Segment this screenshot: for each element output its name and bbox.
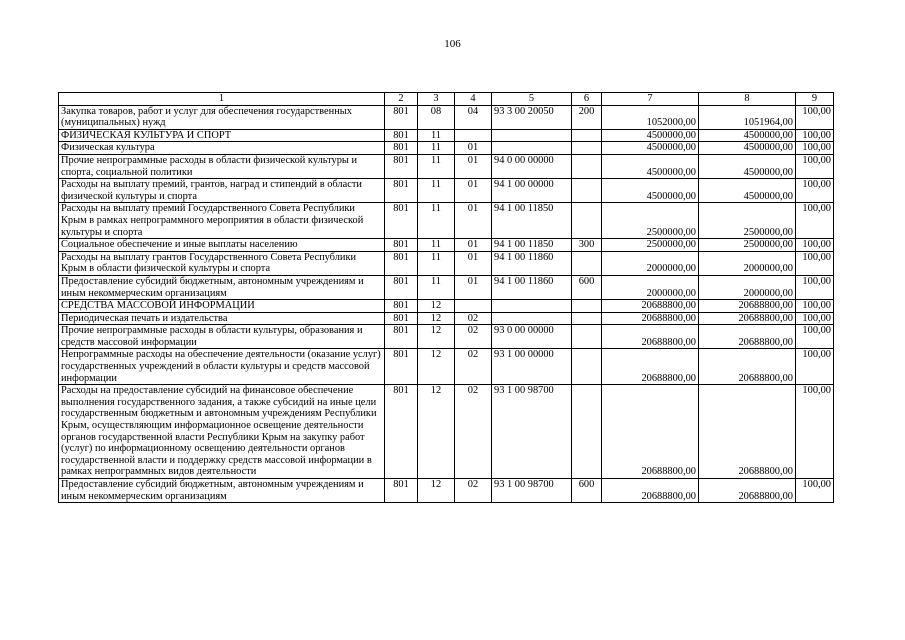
expense-name-cell: Расходы на выплату премий Государственного Совета Республики Крым в рамках непрограммного мероприятия в области физической культуры и спорта <box>59 203 385 239</box>
subsection-code-cell: 01 <box>455 239 492 252</box>
subsection-code-cell: 01 <box>455 179 492 203</box>
section-code-cell: 12 <box>418 300 455 313</box>
executed-amount-cell: 20688800,00 <box>699 325 796 349</box>
header-cell: 6 <box>572 93 602 106</box>
expense-name-cell: Предоставление субсидий бюджетным, автономным учреждениям и иным некоммерческим организациям <box>59 479 385 503</box>
table-row <box>59 385 834 479</box>
expense-type-cell <box>572 129 602 142</box>
table-row <box>59 239 834 252</box>
ministry-code-cell: 801 <box>385 312 418 325</box>
executed-amount-cell: 2500000,00 <box>699 239 796 252</box>
target-article-cell: 93 1 00 98700 <box>492 479 572 503</box>
page-number: 106 <box>444 38 461 50</box>
expense-type-cell <box>572 349 602 385</box>
ministry-code-cell: 801 <box>385 154 418 178</box>
execution-percent-cell: 100,00 <box>796 129 834 142</box>
planned-amount-cell: 4500000,00 <box>602 179 699 203</box>
target-article-cell: 94 1 00 11860 <box>492 275 572 299</box>
expense-type-cell: 300 <box>572 239 602 252</box>
planned-amount-cell: 20688800,00 <box>602 349 699 385</box>
target-article-cell <box>492 142 572 155</box>
section-code-cell: 11 <box>418 251 455 275</box>
execution-percent-cell: 100,00 <box>796 275 834 299</box>
planned-amount-cell: 20688800,00 <box>602 479 699 503</box>
execution-percent-cell: 100,00 <box>796 251 834 275</box>
expense-type-cell <box>572 179 602 203</box>
subsection-code-cell: 01 <box>455 154 492 178</box>
executed-amount-cell: 20688800,00 <box>699 349 796 385</box>
planned-amount-cell: 20688800,00 <box>602 300 699 313</box>
expense-name-cell: Социальное обеспечение и иные выплаты населению <box>59 239 385 252</box>
subsection-code-cell <box>455 300 492 313</box>
execution-percent-cell: 100,00 <box>796 349 834 385</box>
planned-amount-cell: 4500000,00 <box>602 154 699 178</box>
planned-amount-cell: 4500000,00 <box>602 129 699 142</box>
section-code-cell: 11 <box>418 179 455 203</box>
planned-amount-cell: 2000000,00 <box>602 275 699 299</box>
planned-amount-cell: 2000000,00 <box>602 251 699 275</box>
ministry-code-cell: 801 <box>385 129 418 142</box>
target-article-cell: 93 3 00 20050 <box>492 105 572 129</box>
expense-type-cell <box>572 325 602 349</box>
expense-type-cell: 600 <box>572 275 602 299</box>
target-article-cell: 94 1 00 11850 <box>492 203 572 239</box>
header-cell: 9 <box>796 93 834 106</box>
executed-amount-cell: 4500000,00 <box>699 129 796 142</box>
target-article-cell: 93 1 00 00000 <box>492 349 572 385</box>
budget-table <box>58 92 834 503</box>
target-article-cell: 94 0 00 00000 <box>492 154 572 178</box>
executed-amount-cell: 20688800,00 <box>699 385 796 479</box>
expense-name-cell: Прочие непрограммные расходы в области культуры, образования и средств массовой информации <box>59 325 385 349</box>
executed-amount-cell: 4500000,00 <box>699 179 796 203</box>
header-cell: 8 <box>699 93 796 106</box>
ministry-code-cell: 801 <box>385 203 418 239</box>
ministry-code-cell: 801 <box>385 349 418 385</box>
subsection-code-cell: 02 <box>455 349 492 385</box>
target-article-cell <box>492 129 572 142</box>
ministry-code-cell: 801 <box>385 105 418 129</box>
subsection-code-cell: 02 <box>455 312 492 325</box>
expense-name-cell: Закупка товаров, работ и услуг для обеспечения государственных (муниципальных) нужд <box>59 105 385 129</box>
execution-percent-cell: 100,00 <box>796 385 834 479</box>
planned-amount-cell: 4500000,00 <box>602 142 699 155</box>
ministry-code-cell: 801 <box>385 179 418 203</box>
executed-amount-cell: 4500000,00 <box>699 154 796 178</box>
section-code-cell: 08 <box>418 105 455 129</box>
expense-type-cell: 600 <box>572 479 602 503</box>
executed-amount-cell: 2000000,00 <box>699 251 796 275</box>
subsection-code-cell: 02 <box>455 325 492 349</box>
header-cell: 7 <box>602 93 699 106</box>
executed-amount-cell: 2500000,00 <box>699 203 796 239</box>
target-article-cell: 93 0 00 00000 <box>492 325 572 349</box>
execution-percent-cell: 100,00 <box>796 239 834 252</box>
planned-amount-cell: 20688800,00 <box>602 325 699 349</box>
table-row <box>59 275 834 299</box>
section-code-cell: 12 <box>418 312 455 325</box>
expense-type-cell <box>572 300 602 313</box>
expense-type-cell <box>572 385 602 479</box>
expense-type-cell <box>572 142 602 155</box>
expense-name-cell: Прочие непрограммные расходы в области физической культуры и спорта, социальной политики <box>59 154 385 178</box>
target-article-cell <box>492 300 572 313</box>
execution-percent-cell: 100,00 <box>796 142 834 155</box>
header-cell: 2 <box>385 93 418 106</box>
execution-percent-cell: 100,00 <box>796 300 834 313</box>
execution-percent-cell: 100,00 <box>796 179 834 203</box>
header-cell: 1 <box>59 93 385 106</box>
expense-type-cell <box>572 312 602 325</box>
expense-type-cell <box>572 251 602 275</box>
planned-amount-cell: 1052000,00 <box>602 105 699 129</box>
subsection-code-cell: 02 <box>455 385 492 479</box>
executed-amount-cell: 20688800,00 <box>699 312 796 325</box>
ministry-code-cell: 801 <box>385 385 418 479</box>
expense-type-cell <box>572 154 602 178</box>
execution-percent-cell: 100,00 <box>796 154 834 178</box>
execution-percent-cell: 100,00 <box>796 479 834 503</box>
expense-name-cell: СРЕДСТВА МАССОВОЙ ИНФОРМАЦИИ <box>59 300 385 313</box>
table-row <box>59 325 834 349</box>
executed-amount-cell: 20688800,00 <box>699 300 796 313</box>
execution-percent-cell: 100,00 <box>796 203 834 239</box>
expense-type-cell <box>572 203 602 239</box>
target-article-cell <box>492 312 572 325</box>
header-cell: 4 <box>455 93 492 106</box>
header-row <box>59 93 834 106</box>
subsection-code-cell <box>455 129 492 142</box>
table-row <box>59 154 834 178</box>
section-code-cell: 12 <box>418 385 455 479</box>
table-row <box>59 129 834 142</box>
ministry-code-cell: 801 <box>385 142 418 155</box>
planned-amount-cell: 20688800,00 <box>602 385 699 479</box>
table-body <box>59 93 834 503</box>
subsection-code-cell: 01 <box>455 251 492 275</box>
expense-name-cell: ФИЗИЧЕСКАЯ КУЛЬТУРА И СПОРТ <box>59 129 385 142</box>
ministry-code-cell: 801 <box>385 479 418 503</box>
section-code-cell: 11 <box>418 203 455 239</box>
executed-amount-cell: 4500000,00 <box>699 142 796 155</box>
expense-name-cell: Непрограммные расходы на обеспечение деятельности (оказание услуг) государственных учреждений в области культуры и средств массовой информации <box>59 349 385 385</box>
table-row <box>59 203 834 239</box>
section-code-cell: 11 <box>418 275 455 299</box>
table-row <box>59 251 834 275</box>
execution-percent-cell: 100,00 <box>796 105 834 129</box>
section-code-cell: 12 <box>418 349 455 385</box>
section-code-cell: 11 <box>418 154 455 178</box>
target-article-cell: 94 1 00 11850 <box>492 239 572 252</box>
ministry-code-cell: 801 <box>385 300 418 313</box>
table-row <box>59 312 834 325</box>
expense-name-cell: Предоставление субсидий бюджетным, автономным учреждениям и иным некоммерческим организациям <box>59 275 385 299</box>
subsection-code-cell: 02 <box>455 479 492 503</box>
subsection-code-cell: 01 <box>455 203 492 239</box>
header-cell: 5 <box>492 93 572 106</box>
table-row <box>59 179 834 203</box>
expense-name-cell: Расходы на выплату премий, грантов, наград и стипендий в области физической культуры и спорта <box>59 179 385 203</box>
expense-name-cell: Расходы на выплату грантов Государственного Совета Республики Крым в области физической культуры и спорта <box>59 251 385 275</box>
target-article-cell: 93 1 00 98700 <box>492 385 572 479</box>
planned-amount-cell: 2500000,00 <box>602 203 699 239</box>
expense-name-cell: Периодическая печать и издательства <box>59 312 385 325</box>
executed-amount-cell: 1051964,00 <box>699 105 796 129</box>
planned-amount-cell: 2500000,00 <box>602 239 699 252</box>
execution-percent-cell: 100,00 <box>796 325 834 349</box>
table-row <box>59 300 834 313</box>
table-row <box>59 142 834 155</box>
target-article-cell: 94 1 00 11860 <box>492 251 572 275</box>
executed-amount-cell: 2000000,00 <box>699 275 796 299</box>
subsection-code-cell: 04 <box>455 105 492 129</box>
ministry-code-cell: 801 <box>385 275 418 299</box>
expense-name-cell: Физическая культура <box>59 142 385 155</box>
executed-amount-cell: 20688800,00 <box>699 479 796 503</box>
section-code-cell: 11 <box>418 129 455 142</box>
ministry-code-cell: 801 <box>385 251 418 275</box>
subsection-code-cell: 01 <box>455 142 492 155</box>
ministry-code-cell: 801 <box>385 239 418 252</box>
expense-name-cell: Расходы на предоставление субсидий на финансовое обеспечение выполнения государственного задания, а также субсидий на иные цели государственным бюджетным и автономным учреждениям Республики Крым, осуществляющим информационное освещение деятельности органов государственной власти Республики Крым на закупку работ (услуг) по информационному освещению деятельности органов государственной власти и поддержку средств массовой информации в рамках непрограммных видов деятельности <box>59 385 385 479</box>
table-row <box>59 349 834 385</box>
section-code-cell: 12 <box>418 325 455 349</box>
header-cell: 3 <box>418 93 455 106</box>
target-article-cell: 94 1 00 00000 <box>492 179 572 203</box>
table-row <box>59 479 834 503</box>
expense-type-cell: 200 <box>572 105 602 129</box>
ministry-code-cell: 801 <box>385 325 418 349</box>
table-row <box>59 105 834 129</box>
section-code-cell: 11 <box>418 142 455 155</box>
subsection-code-cell: 01 <box>455 275 492 299</box>
planned-amount-cell: 20688800,00 <box>602 312 699 325</box>
execution-percent-cell: 100,00 <box>796 312 834 325</box>
section-code-cell: 11 <box>418 239 455 252</box>
section-code-cell: 12 <box>418 479 455 503</box>
